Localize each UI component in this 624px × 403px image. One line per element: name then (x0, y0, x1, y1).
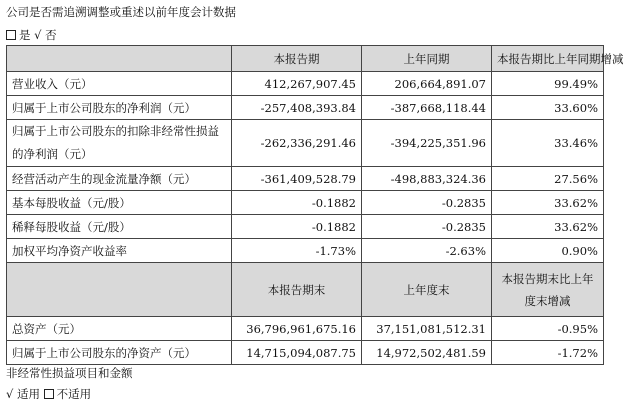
change-cell: 33.46% (492, 120, 604, 167)
value-cell: 412,267,907.45 (232, 72, 362, 96)
header-cell (7, 46, 232, 72)
option-no-label: 否 (45, 28, 57, 42)
row-label: 归属于上市公司股东的净资产（元） (7, 341, 232, 365)
change-cell: 99.49% (492, 72, 604, 96)
checkbox-empty-icon (6, 30, 16, 40)
option-applicable-label: 适用 (16, 387, 40, 401)
change-cell: 33.62% (492, 191, 604, 215)
header-cell: 本报告期 (232, 46, 362, 72)
change-cell: 33.62% (492, 215, 604, 239)
header-cell (7, 263, 232, 317)
table-header-row (7, 46, 604, 72)
row-label: 归属于上市公司股东的扣除非经常性损益的净利润（元） (7, 120, 232, 167)
value-cell: -361,409,528.79 (232, 167, 362, 191)
section-heading-nonrecurring: 非经常性损益项目和金额 (6, 366, 133, 380)
option-yes-label: 是 (19, 28, 31, 42)
option-not-applicable-label: 不适用 (56, 387, 92, 401)
check-mark-icon: √ (6, 387, 14, 401)
row-label: 归属于上市公司股东的净利润（元） (7, 96, 232, 120)
change-cell: 33.60% (492, 96, 604, 120)
value-cell: 206,664,891.07 (362, 72, 492, 96)
table-row (7, 239, 604, 263)
table-header-row (7, 263, 604, 317)
header-cell: 本报告期末比上年度末增减 (492, 263, 604, 317)
change-cell: -1.72% (492, 341, 604, 365)
table-row (7, 72, 604, 96)
value-cell: 37,151,081,512.31 (362, 317, 492, 341)
value-cell: -257,408,393.84 (232, 96, 362, 120)
check-mark-icon: √ (34, 28, 42, 42)
change-cell: 27.56% (492, 167, 604, 191)
value-cell: -2.63% (362, 239, 492, 263)
applicability-option (6, 386, 91, 402)
value-cell: -498,883,324.36 (362, 167, 492, 191)
value-cell: -0.2835 (362, 215, 492, 239)
restatement-option (6, 27, 57, 43)
table-row (7, 215, 604, 239)
row-label: 营业收入（元） (7, 72, 232, 96)
value-cell: -1.73% (232, 239, 362, 263)
row-label: 稀释每股收益（元/股） (7, 215, 232, 239)
value-cell: 36,796,961,675.16 (232, 317, 362, 341)
change-cell: -0.95% (492, 317, 604, 341)
table-row (7, 96, 604, 120)
header-cell: 上年同期 (362, 46, 492, 72)
value-cell: -394,225,351.96 (362, 120, 492, 167)
checkbox-empty-icon (44, 389, 54, 399)
value-cell: 14,972,502,481.59 (362, 341, 492, 365)
change-cell: 0.90% (492, 239, 604, 263)
row-label: 加权平均净资产收益率 (7, 239, 232, 263)
table-row (7, 191, 604, 215)
row-label: 基本每股收益（元/股） (7, 191, 232, 215)
table-row (7, 341, 604, 365)
row-label: 总资产（元） (7, 317, 232, 341)
header-cell: 本报告期比上年同期增减 (492, 46, 604, 72)
value-cell: 14,715,094,087.75 (232, 341, 362, 365)
financial-data-table (6, 45, 624, 365)
value-cell: -262,336,291.46 (232, 120, 362, 167)
header-cell: 上年度末 (362, 263, 492, 317)
value-cell: -387,668,118.44 (362, 96, 492, 120)
header-cell: 本报告期末 (232, 263, 362, 317)
value-cell: -0.1882 (232, 191, 362, 215)
table-row (7, 120, 604, 167)
value-cell: -0.2835 (362, 191, 492, 215)
table-row (7, 167, 604, 191)
value-cell: -0.1882 (232, 215, 362, 239)
table-row (7, 317, 604, 341)
row-label: 经营活动产生的现金流量净额（元） (7, 167, 232, 191)
section-heading: 公司是否需追溯调整或重述以前年度会计数据 (6, 5, 236, 19)
